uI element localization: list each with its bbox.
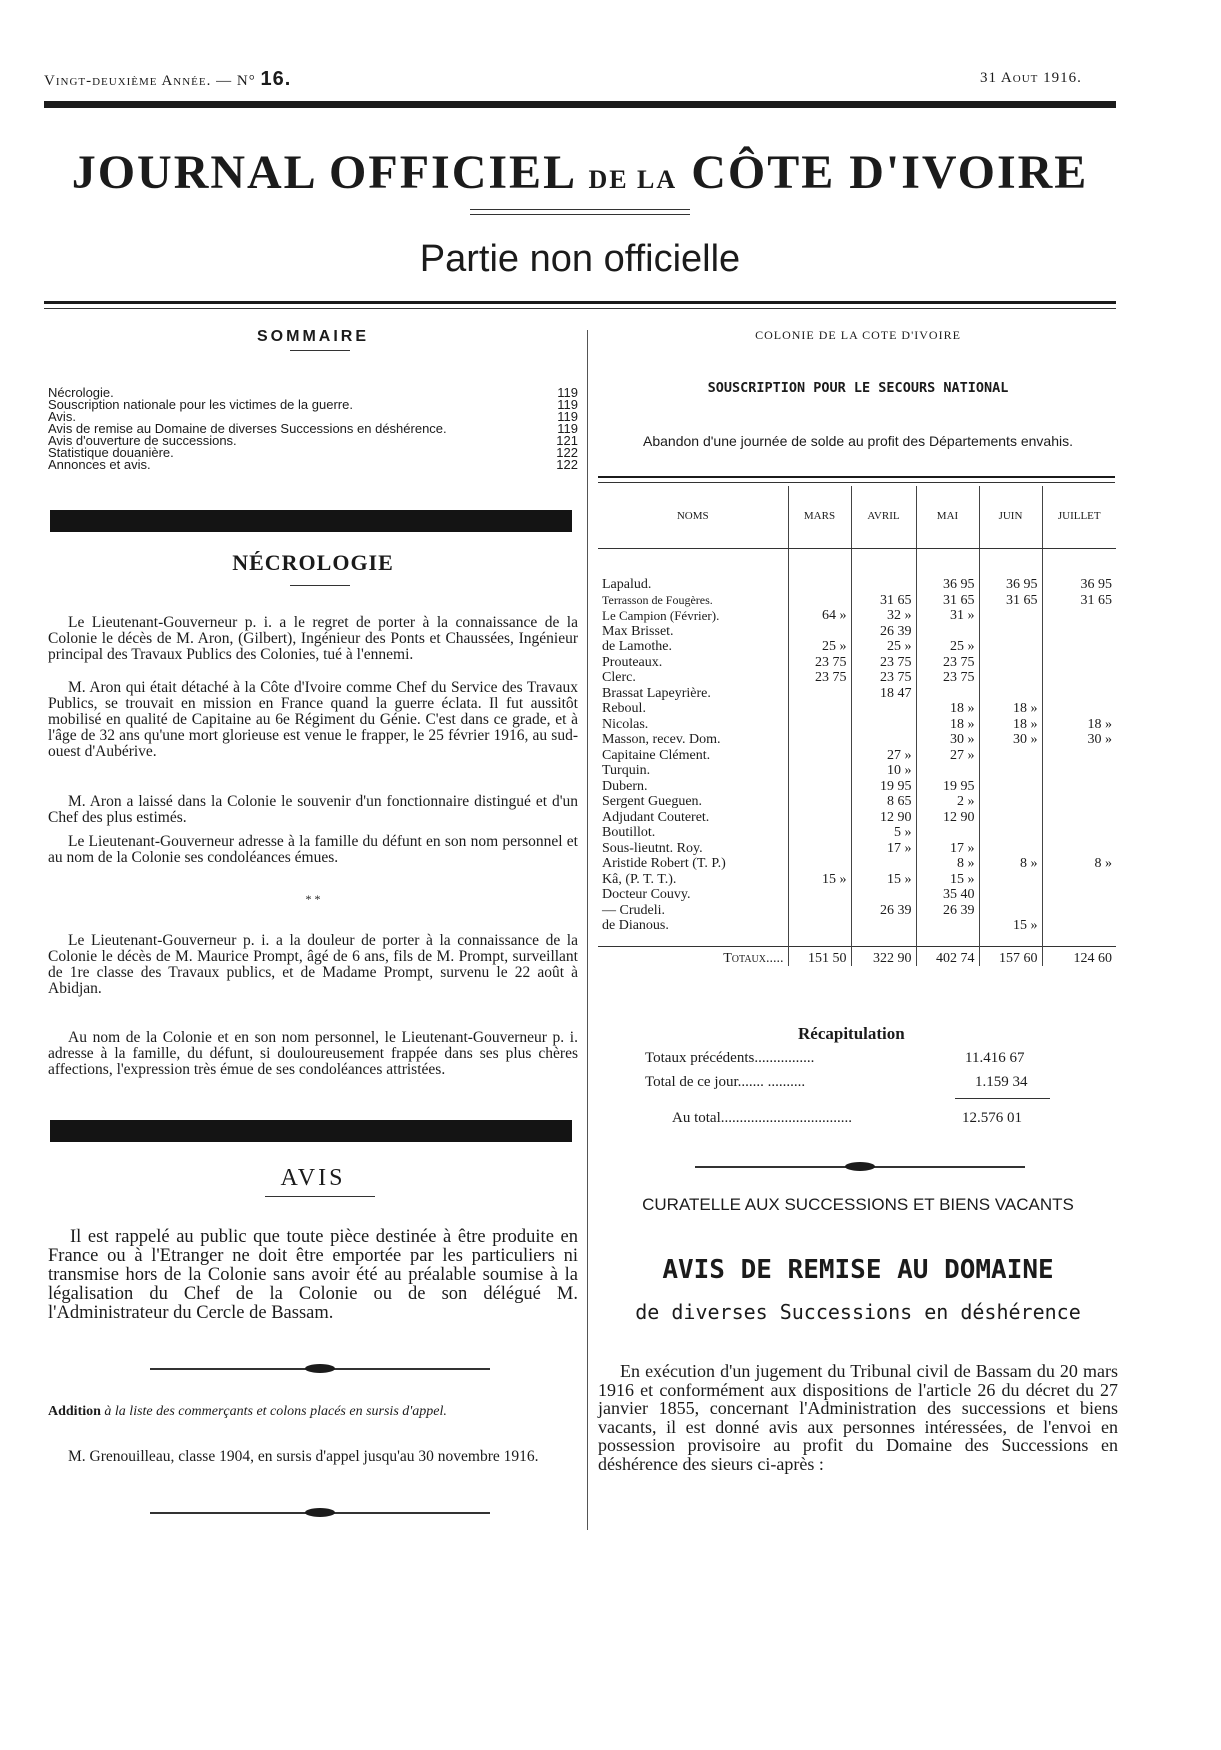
issue-label [44, 68, 291, 91]
table-row [598, 549, 1116, 593]
amount-cell [788, 856, 851, 872]
sommaire-item[interactable]: Nécrologie. 119 [48, 385, 578, 400]
subscriber-name: de Lamothe. [602, 639, 672, 654]
col-header: NOMS [598, 486, 788, 549]
amount-cell: 15 » [788, 872, 851, 888]
amount-cell: 26 39 [851, 903, 916, 919]
table-row [598, 856, 1116, 872]
recap-title: Récapitulation [798, 1024, 905, 1043]
col-header: AVRIL [851, 486, 916, 549]
sommaire-item[interactable]: Souscription nationale pour les victimes de la guerre. 119 [48, 397, 578, 412]
amount-cell [1042, 763, 1116, 779]
amount-cell: 5 » [851, 825, 916, 841]
amount-cell [1042, 841, 1116, 857]
amount-cell [851, 549, 916, 593]
asterism: * * [305, 892, 321, 906]
total-cell: 322 90 [851, 946, 916, 966]
amount-cell: 18 » [916, 717, 979, 733]
colonie-heading: COLONIE DE LA COTE D'IVOIRE [755, 328, 961, 342]
amount-cell [1042, 686, 1116, 702]
subscriber-name: Sous-lieutnt. Roy. [602, 840, 703, 856]
amount-cell [979, 872, 1042, 888]
sommaire-underline [290, 350, 350, 351]
amount-cell [916, 825, 979, 841]
sommaire-item[interactable]: Statistique douanière. 122 [48, 445, 578, 460]
recap-sum-rule [955, 1098, 1050, 1099]
subscriber-name: Dubern. [602, 778, 648, 794]
table-row [598, 670, 1116, 686]
subscriber-name: Nicolas. [602, 716, 649, 732]
amount-cell [916, 624, 979, 640]
subscriber-name: Brassat Lapeyrière. [602, 685, 711, 701]
section-rule-thin [44, 308, 1116, 309]
amount-cell: 35 40 [916, 887, 979, 903]
necrologie-p5: Le Lieutenant-Gouverneur p. i. a la douleur de porter à la connaissance de la Colonie le décès de M. Maurice Prompt, âgé de 6 ans, fils de M. Prompt, surveillant de 1re classe des Travaux publics, et de Madame Prompt, survenu le 22 août à Abidjan. [48, 932, 578, 997]
amount-cell: 36 95 [1042, 549, 1116, 593]
souscription-title: SOUSCRIPTION POUR LE SECOURS NATIONAL [707, 380, 1009, 396]
amount-cell [979, 763, 1042, 779]
table-row [598, 608, 1116, 624]
amount-cell: 27 » [851, 748, 916, 764]
recap-label: Total de ce jour....... .......... [645, 1074, 806, 1090]
table-row [598, 810, 1116, 826]
subscriber-name: Turquin. [602, 763, 651, 778]
amount-cell [851, 918, 916, 934]
table-top-rule-2 [598, 482, 1115, 483]
amount-cell [788, 549, 851, 593]
amount-cell [851, 856, 916, 872]
necrologie-title: NÉCROLOGIE [232, 550, 394, 575]
amount-cell [788, 748, 851, 764]
table-row [598, 655, 1116, 671]
amount-cell: 25 » [916, 639, 979, 655]
amount-cell [1042, 810, 1116, 826]
subscriber-name: Sergent Gueguen. [602, 794, 703, 809]
amount-cell: 31 » [916, 608, 979, 624]
subscriber-name: Terrasson de Fougères. [602, 592, 713, 607]
amount-cell [1042, 639, 1116, 655]
amount-cell [851, 717, 916, 733]
subscriber-name: Prouteaux. [602, 654, 663, 670]
necrologie-p4: Le Lieutenant-Gouverneur adresse à la famille du défunt en son nom personnel et au nom de la Colonie ses condoléances émues. [48, 833, 578, 866]
table-row [598, 686, 1116, 702]
amount-cell [788, 794, 851, 810]
table-row [598, 701, 1116, 717]
sommaire-title: SOMMAIRE [257, 328, 369, 345]
amount-cell [916, 763, 979, 779]
amount-cell: 36 95 [916, 549, 979, 593]
amount-cell [788, 779, 851, 795]
amount-cell [851, 887, 916, 903]
amount-cell: 23 75 [916, 670, 979, 686]
amount-cell [788, 918, 851, 934]
amount-cell: 10 » [851, 763, 916, 779]
amount-cell [979, 748, 1042, 764]
amount-cell [979, 655, 1042, 671]
amount-cell: 23 75 [788, 670, 851, 686]
amount-cell: 36 95 [979, 549, 1042, 593]
amount-cell [1042, 903, 1116, 919]
total-cell: 151 50 [788, 946, 851, 966]
curatelle-heading: CURATELLE AUX SUCCESSIONS ET BIENS VACANTS [642, 1195, 1074, 1214]
masthead-title [40, 145, 1120, 200]
curatelle-subtitle: de diverses Successions en déshérence [635, 1300, 1081, 1324]
subscriber-name: Lapalud. [602, 577, 652, 592]
amount-cell: 31 65 [851, 593, 916, 609]
subscriber-name: Masson, recev. Dom. [602, 732, 721, 747]
masthead-de-la: DE LA [588, 165, 678, 194]
amount-cell: 23 75 [916, 655, 979, 671]
issue-text: Vingt-deuxième Année. — N° [44, 73, 256, 89]
amount-cell: 8 » [979, 856, 1042, 872]
table-row [598, 639, 1116, 655]
table-row [598, 732, 1116, 748]
addition-desc: à la liste des commerçants et colons placés en sursis d'appel. [104, 1404, 447, 1419]
amount-cell: 15 » [851, 872, 916, 888]
subscriber-name: Docteur Couvy. [602, 887, 691, 902]
table-row [598, 887, 1116, 903]
recap-value: 1.159 34 [975, 1074, 1028, 1090]
necrologie-p6: Au nom de la Colonie et en son nom personnel, le Lieutenant-Gouverneur p. i. adresse à la famille, du défunt, si douloureusement frappée dans ses plus chères affections, l'expression très émue de ses condoléances attristées. [48, 1029, 578, 1078]
amount-cell [1042, 701, 1116, 717]
amount-cell [979, 810, 1042, 826]
curatelle-title: AVIS DE REMISE AU DOMAINE [662, 1255, 1054, 1285]
amount-cell: 26 39 [916, 903, 979, 919]
col-header: MAI [916, 486, 979, 549]
total-cell: 124 60 [1042, 946, 1116, 966]
subscriber-name: Clerc. [602, 670, 636, 685]
amount-cell [979, 608, 1042, 624]
amount-cell [1042, 825, 1116, 841]
header-rule [44, 101, 1116, 108]
masthead-cote: CÔTE D'IVOIRE [691, 146, 1089, 199]
addition-label: Addition [48, 1404, 101, 1419]
amount-cell: 27 » [916, 748, 979, 764]
amount-cell: 18 » [1042, 717, 1116, 733]
amount-cell [979, 779, 1042, 795]
amount-cell [1042, 794, 1116, 810]
amount-cell [851, 701, 916, 717]
necrologie-p3: M. Aron a laissé dans la Colonie le souvenir d'un fonctionnaire distingué et d'un Chef des plus estimés. [48, 793, 578, 826]
amount-cell [788, 686, 851, 702]
ornament-rule-2 [150, 1512, 490, 1514]
section-black-bar [50, 510, 572, 532]
table-spacer [598, 934, 1116, 947]
amount-cell [1042, 918, 1116, 934]
sommaire-item[interactable]: Avis d'ouverture de successions. 121 [48, 433, 578, 448]
subscriber-name: Max Brisset. [602, 623, 674, 639]
amount-cell: 8 » [916, 856, 979, 872]
souscription-subtitle: Abandon d'une journée de solde au profit des Départements envahis. [643, 433, 1073, 449]
amount-cell [788, 887, 851, 903]
avis-p1: Il est rappelé au public que toute pièce destinée à être produite en France ou à l'Etranger ne doit être emportée par les particuliers ni transmise hors de la Colonie sans avoir été au préalable soumise à la légalisation du Chef de la Colonie ou de son délégué M. l'Administrateur du Cercle de Bassam. [48, 1227, 578, 1323]
subscriber-name: Aristide Robert (T. P.) [602, 856, 726, 871]
necrologie-p1: Le Lieutenant-Gouverneur p. i. a le regret de porter à la connaissance de la Colonie le décès de M. Aron, (Gilbert), Ingénieur des Ponts et Chaussées, Ingénieur principal des Travaux Publics des Colonies, tué à l'ennemi. [48, 614, 578, 663]
avis-p2: M. Grenouilleau, classe 1904, en sursis d'appel jusqu'au 30 novembre 1916. [68, 1448, 539, 1465]
amount-cell [788, 717, 851, 733]
amount-cell: 8 » [1042, 856, 1116, 872]
amount-cell [979, 903, 1042, 919]
table-top-rule [598, 476, 1115, 478]
col-header: JUIN [979, 486, 1042, 549]
amount-cell: 23 75 [851, 655, 916, 671]
amount-cell: 19 95 [916, 779, 979, 795]
amount-cell: 64 » [788, 608, 851, 624]
subscriber-name: de Dianous. [602, 918, 669, 933]
amount-cell: 12 90 [851, 810, 916, 826]
amount-cell [979, 686, 1042, 702]
table-row [598, 624, 1116, 640]
amount-cell [979, 639, 1042, 655]
table-row [598, 872, 1116, 888]
amount-cell [788, 810, 851, 826]
amount-cell: 8 65 [851, 794, 916, 810]
amount-cell [979, 624, 1042, 640]
amount-cell: 17 » [916, 841, 979, 857]
amount-cell [979, 794, 1042, 810]
amount-cell: 18 » [979, 701, 1042, 717]
amount-cell: 30 » [916, 732, 979, 748]
amount-cell: 12 90 [916, 810, 979, 826]
amount-cell [979, 825, 1042, 841]
recap-value: 12.576 01 [962, 1110, 1022, 1126]
amount-cell [1042, 887, 1116, 903]
table-row [598, 748, 1116, 764]
amount-cell [1042, 748, 1116, 764]
subscriber-name: Boutillot. [602, 825, 656, 840]
sommaire-item[interactable]: Annonces et avis. 122 [48, 457, 578, 472]
sommaire-item[interactable]: Avis. 119 [48, 409, 578, 424]
subscriber-name: Reboul. [602, 701, 646, 716]
amount-cell: 30 » [1042, 732, 1116, 748]
table-row [598, 903, 1116, 919]
amount-cell: 15 » [916, 872, 979, 888]
amount-cell [1042, 624, 1116, 640]
avis-underline [265, 1196, 375, 1197]
amount-cell: 23 75 [788, 655, 851, 671]
amount-cell: 25 » [851, 639, 916, 655]
masthead-underline-2 [470, 214, 690, 215]
subscriber-name: Kâ, (P. T. T.). [602, 871, 677, 887]
amount-cell [1042, 872, 1116, 888]
amount-cell: 26 39 [851, 624, 916, 640]
amount-cell: 18 » [979, 717, 1042, 733]
amount-cell [788, 841, 851, 857]
col-header: JUILLET [1042, 486, 1116, 549]
necrologie-underline [290, 585, 350, 586]
curatelle-p1: En exécution d'un jugement du Tribunal civil de Bassam du 20 mars 1916 et conformément aux dispositions de l'article 26 du décret du 27 janvier 1855, concernant l'Administration des successions et biens vacants, il est donné avis aux personnes intéressées, de l'envoi en possession provisoire au profit du Domaine des Successions en déshérence des sieurs ci-après : [598, 1361, 1118, 1474]
amount-cell [788, 732, 851, 748]
issue-date: 31 Aout 1916. [980, 70, 1082, 86]
recap-label: Totaux précédents................ [645, 1050, 815, 1066]
ornament-rule [150, 1368, 490, 1370]
amount-cell [1042, 608, 1116, 624]
amount-cell [1042, 779, 1116, 795]
table-row [598, 794, 1116, 810]
amount-cell: 30 » [979, 732, 1042, 748]
totals-label: Totaux..... [598, 946, 788, 966]
amount-cell [1042, 670, 1116, 686]
issue-number: 16. [260, 68, 292, 90]
col-header: MARS [788, 486, 851, 549]
table-header-row [598, 486, 1116, 549]
amount-cell [979, 670, 1042, 686]
section-black-bar-2 [50, 1120, 572, 1142]
amount-cell: 25 » [788, 639, 851, 655]
amount-cell: 31 65 [979, 593, 1042, 609]
table-row [598, 825, 1116, 841]
table-row [598, 841, 1116, 857]
total-cell: 402 74 [916, 946, 979, 966]
subscription-table [598, 486, 1116, 966]
recap-label: Au total................................... [672, 1110, 852, 1126]
column-divider [587, 330, 588, 1530]
amount-cell [788, 701, 851, 717]
partie-title: Partie non officielle [419, 238, 741, 280]
amount-cell: 17 » [851, 841, 916, 857]
amount-cell: 31 65 [1042, 593, 1116, 609]
masthead-journal: JOURNAL OFFICIEL [71, 146, 575, 199]
amount-cell [788, 763, 851, 779]
total-cell: 157 60 [979, 946, 1042, 966]
amount-cell: 32 » [851, 608, 916, 624]
ornament-rule-3 [695, 1166, 1025, 1168]
subscriber-name: Capitaine Clément. [602, 747, 711, 763]
section-rule [44, 301, 1116, 304]
totals-row [598, 946, 1116, 966]
amount-cell: 18 47 [851, 686, 916, 702]
subscriber-name: Le Campion (Février). [602, 608, 720, 623]
subscriber-name: — Crudeli. [602, 902, 665, 918]
amount-cell: 23 75 [851, 670, 916, 686]
amount-cell: 19 95 [851, 779, 916, 795]
amount-cell [916, 686, 979, 702]
avis-title: AVIS [280, 1165, 346, 1191]
recap-value: 11.416 67 [965, 1050, 1025, 1066]
amount-cell [979, 887, 1042, 903]
amount-cell [788, 903, 851, 919]
addition-text [48, 1404, 578, 1419]
sommaire-list [48, 387, 578, 471]
amount-cell [1042, 655, 1116, 671]
table-row [598, 717, 1116, 733]
subscriber-name: Adjudant Couteret. [602, 809, 710, 825]
amount-cell [916, 918, 979, 934]
table-row [598, 918, 1116, 934]
amount-cell: 18 » [916, 701, 979, 717]
amount-cell: 2 » [916, 794, 979, 810]
amount-cell [979, 841, 1042, 857]
table-row [598, 593, 1116, 609]
sommaire-item[interactable]: Avis de remise au Domaine de diverses Successions en déshérence. 119 [48, 421, 578, 436]
amount-cell: 15 » [979, 918, 1042, 934]
amount-cell [788, 624, 851, 640]
table-row [598, 763, 1116, 779]
amount-cell [851, 732, 916, 748]
necrologie-p2: M. Aron qui était détaché à la Côte d'Ivoire comme Chef du Service des Travaux Publics, se trouvait en mission en France quand la guerre éclata. Il fut aussitôt mobilisé en qualité de Capitaine au 6e Régiment du Génie. C'est dans ce grade, et à l'âge de 32 ans qu'une mort glorieuse est venue le frapper, le 25 février 1916, au sud-ouest d'Aubérive. [48, 679, 578, 760]
amount-cell [788, 593, 851, 609]
amount-cell [788, 825, 851, 841]
table-row [598, 779, 1116, 795]
amount-cell: 31 65 [916, 593, 979, 609]
masthead-underline [470, 209, 690, 210]
